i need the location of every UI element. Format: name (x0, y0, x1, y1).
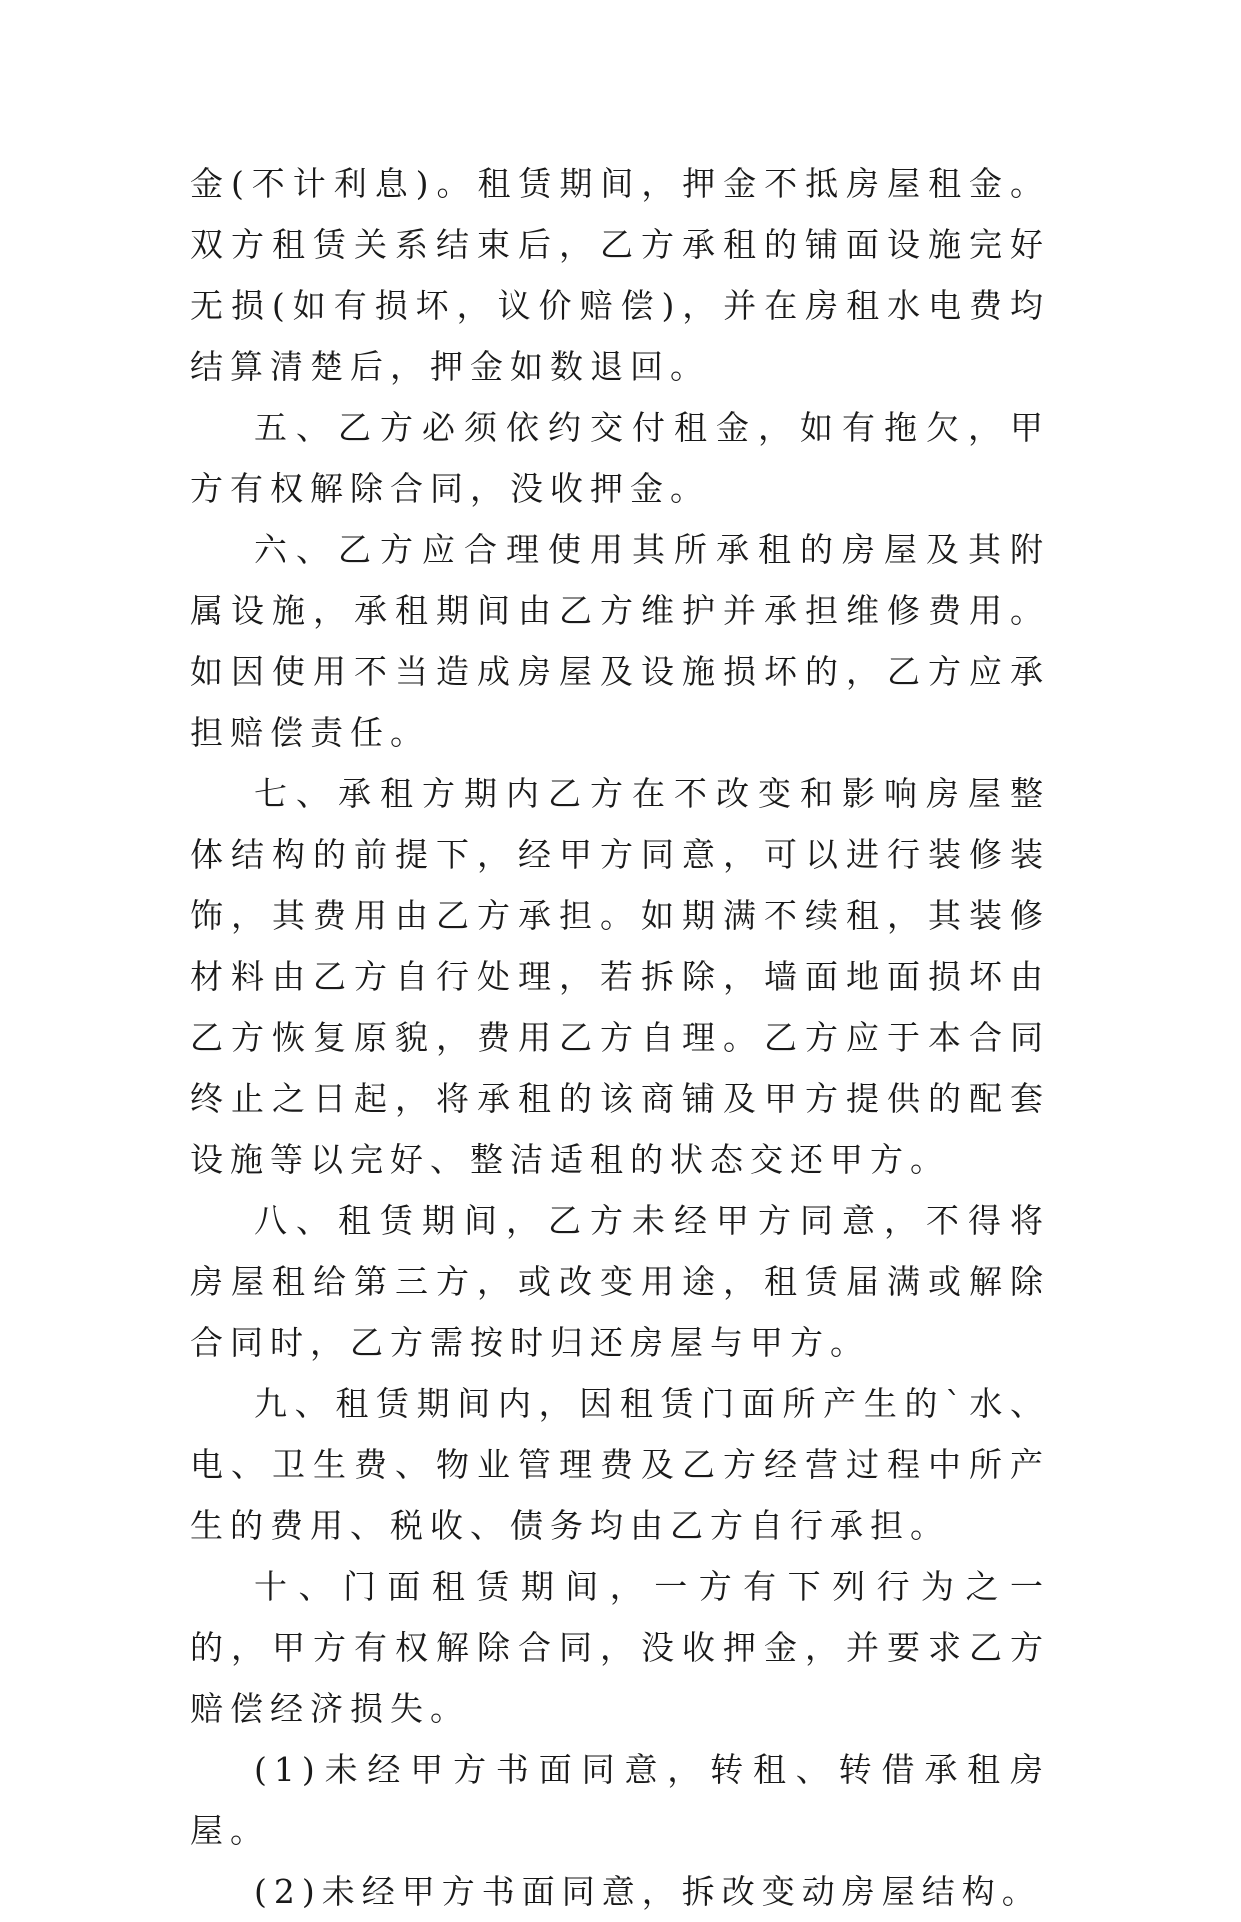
paragraph-clause-5: 五、乙方必须依约交付租金，如有拖欠，甲方有权解除合同，没收押金。 (190, 408, 1050, 508)
paragraph-item-2: (2)未经甲方书面同意，拆改变动房屋结构。 (254, 1872, 1042, 1911)
paragraph-item-1: (1)未经甲方书面同意，转租、转借承租房屋。 (190, 1750, 1050, 1850)
document-body (190, 153, 1050, 1922)
paragraph-clause-6: 六、乙方应合理使用其所承租的房屋及其附属设施，承租期间由乙方维护并承担维修费用。如因使用不当造成房屋及设施损坏的，乙方应承担赔偿责任。 (190, 530, 1050, 752)
paragraph-clause-9: 九、租赁期间内，因租赁门面所产生的`水、电、卫生费、物业管理费及乙方经营过程中所产生的费用、税收、债务均由乙方自行承担。 (190, 1384, 1050, 1545)
paragraph-clause-8: 八、租赁期间，乙方未经甲方同意，不得将房屋租给第三方，或改变用途，租赁届满或解除合同时，乙方需按时归还房屋与甲方。 (190, 1201, 1050, 1362)
paragraph-clause-7: 七、承租方期内乙方在不改变和影响房屋整体结构的前提下，经甲方同意，可以进行装修装饰，其费用由乙方承担。如期满不续租，其装修材料由乙方自行处理，若拆除，墙面地面损坏由乙方恢复原貌，费用乙方自理。乙方应于本合同终止之日起，将承租的该商铺及甲方提供的配套设施等以完好、整洁适租的状态交还甲方。 (190, 774, 1050, 1179)
paragraph-deposit-continuation: 金(不计利息)。租赁期间，押金不抵房屋租金。双方租赁关系结束后，乙方承租的铺面设施完好无损(如有损坏，议价赔偿)，并在房租水电费均结算清楚后，押金如数退回。 (190, 164, 1050, 386)
paragraph-clause-10: 十、门面租赁期间，一方有下列行为之一的，甲方有权解除合同，没收押金，并要求乙方赔偿经济损失。 (190, 1567, 1050, 1728)
